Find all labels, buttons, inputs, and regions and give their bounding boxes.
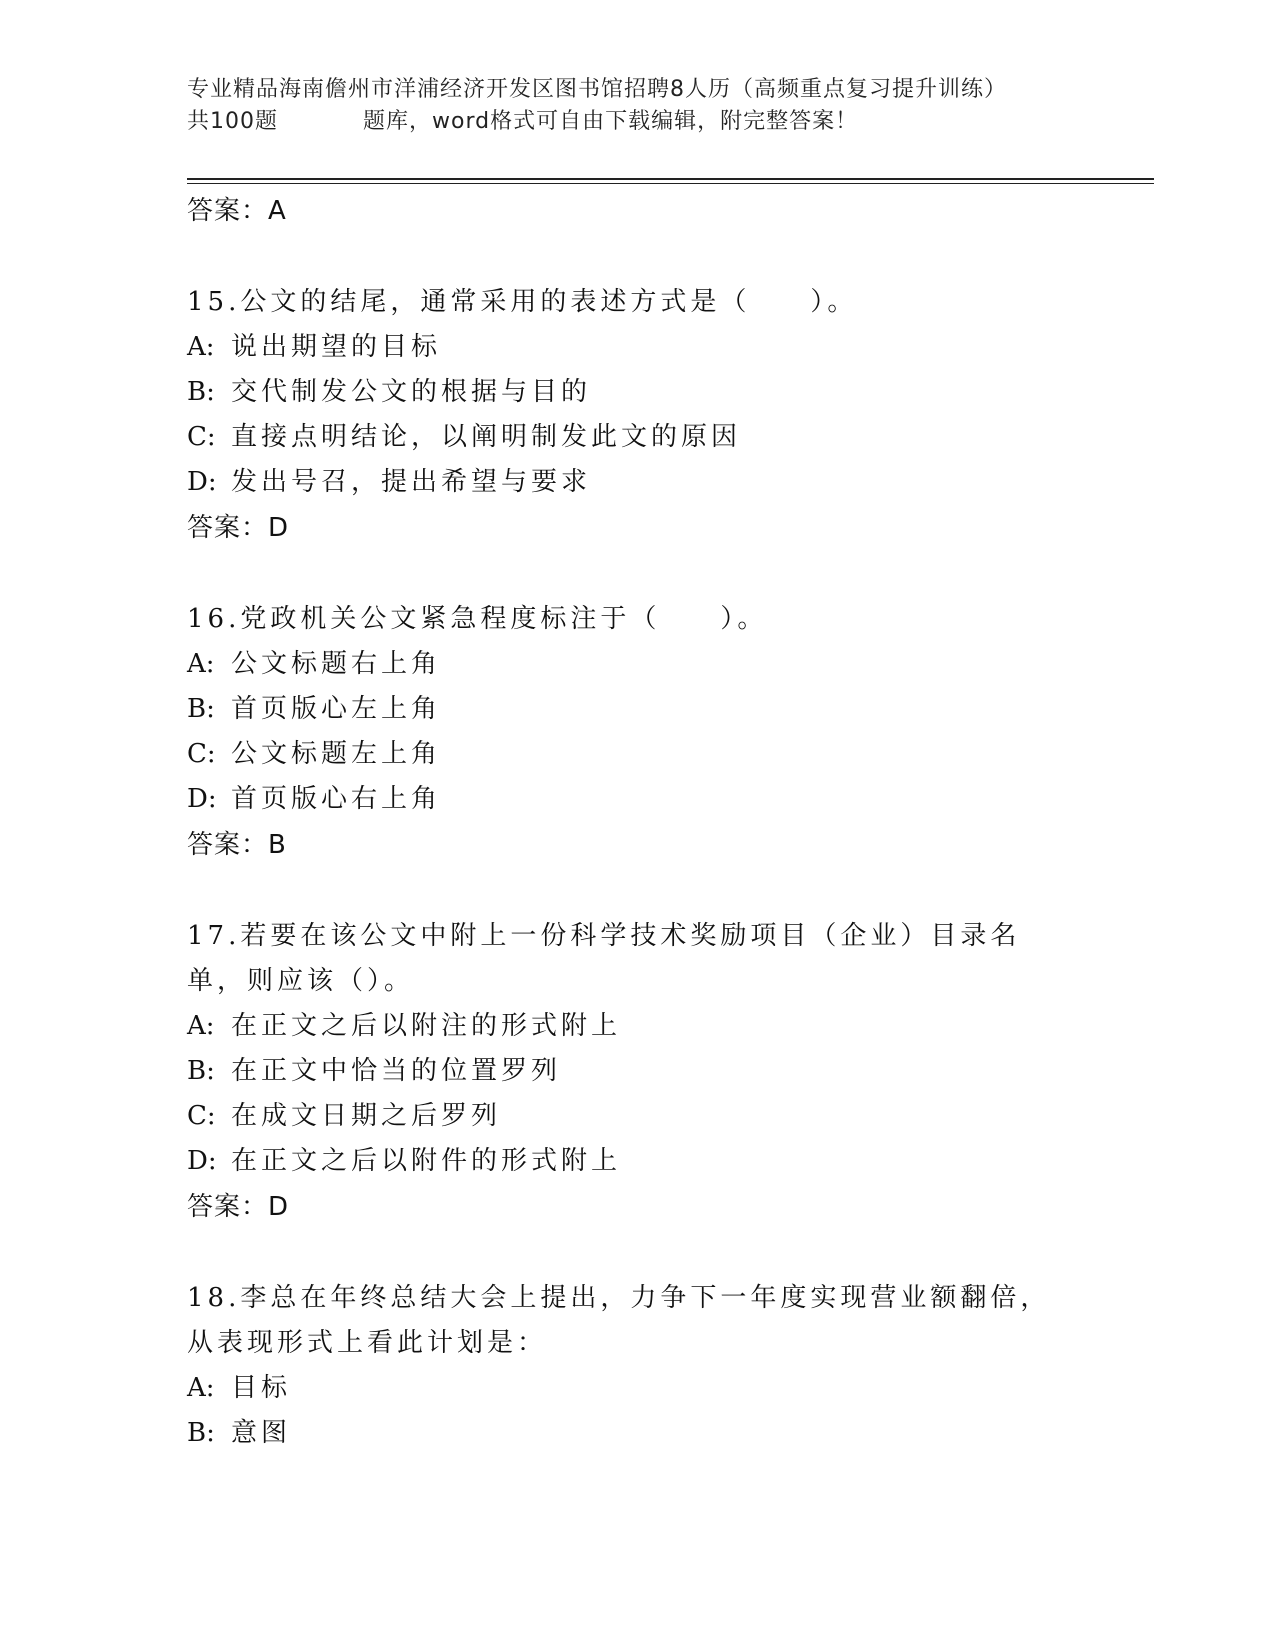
question-stem: 18.李总在年终总结大会上提出，力争下一年度实现营业额翻倍，从表现形式上看此计划是： [187,1283,1051,1358]
option-c [187,1094,1087,1139]
option-letter: B: [187,1056,215,1086]
question-count: 共100题 [187,109,278,134]
option-text: 在正文之后以附件的形式附上 [231,1146,622,1176]
answer: 答案：D [187,1192,290,1222]
option-letter: C: [187,739,216,769]
option-letter: A: [187,1011,215,1041]
option-text: 直接点明结论，以阐明制发此文的原因 [231,422,742,452]
option-text: 发出号召，提出希望与要求 [231,467,592,497]
option-letter: B: [187,377,215,407]
option-text: 公文标题右上角 [231,649,442,679]
option-letter: A: [187,1373,215,1403]
option-letter: C: [187,1101,216,1131]
option-text: 在正文中恰当的位置罗列 [231,1056,562,1086]
option-a [187,642,1087,687]
header-note: 题库，word格式可自由下载编辑，附完整答案！ [363,109,859,134]
page-header [187,74,1087,138]
option-d [187,460,1087,505]
header-divider-thick [187,178,1154,180]
option-letter: B: [187,1418,215,1448]
option-text: 交代制发公文的根据与目的 [231,377,592,407]
option-text: 首页版心右上角 [231,784,442,814]
option-b [187,1411,1087,1456]
option-a [187,1366,1087,1411]
header-subtitle [187,106,1087,138]
option-b [187,1049,1087,1094]
question-15 [187,280,1087,551]
question-17 [187,914,1087,1230]
question-stem: 17.若要在该公文中附上一份科学技术奖励项目（企业）目录名单，则应该（）。 [187,921,1021,996]
option-c [187,732,1087,777]
option-d [187,777,1087,822]
option-letter: D: [187,1146,217,1176]
option-a [187,325,1087,370]
option-b [187,370,1087,415]
option-letter: D: [187,467,217,497]
header-divider-thin [187,183,1154,184]
question-18 [187,1276,1087,1456]
option-letter: C: [187,422,216,452]
option-c [187,415,1087,460]
option-letter: A: [187,332,215,362]
option-letter: D: [187,784,217,814]
option-letter: B: [187,694,215,724]
document-body [187,188,1087,1456]
option-text: 公文标题左上角 [231,739,442,769]
header-title: 专业精品海南儋州市洋浦经济开发区图书馆招聘8人历（高频重点复习提升训练） [187,77,1007,102]
option-letter: A: [187,649,215,679]
option-a [187,1004,1087,1049]
option-text: 首页版心左上角 [231,694,442,724]
answer: 答案：D [187,513,290,543]
option-text: 在成文日期之后罗列 [231,1101,502,1131]
option-d [187,1139,1087,1184]
question-16 [187,597,1087,868]
option-text: 目标 [231,1373,292,1403]
option-text: 意图 [231,1418,292,1448]
option-b [187,687,1087,732]
previous-answer: 答案：A [187,196,287,226]
question-stem: 16.党政机关公文紧急程度标注于（ ）。 [187,604,768,634]
question-stem: 15.公文的结尾，通常采用的表述方式是（ ）。 [187,287,858,317]
option-text: 说出期望的目标 [231,332,442,362]
answer: 答案：B [187,830,287,860]
option-text: 在正文之后以附注的形式附上 [231,1011,622,1041]
